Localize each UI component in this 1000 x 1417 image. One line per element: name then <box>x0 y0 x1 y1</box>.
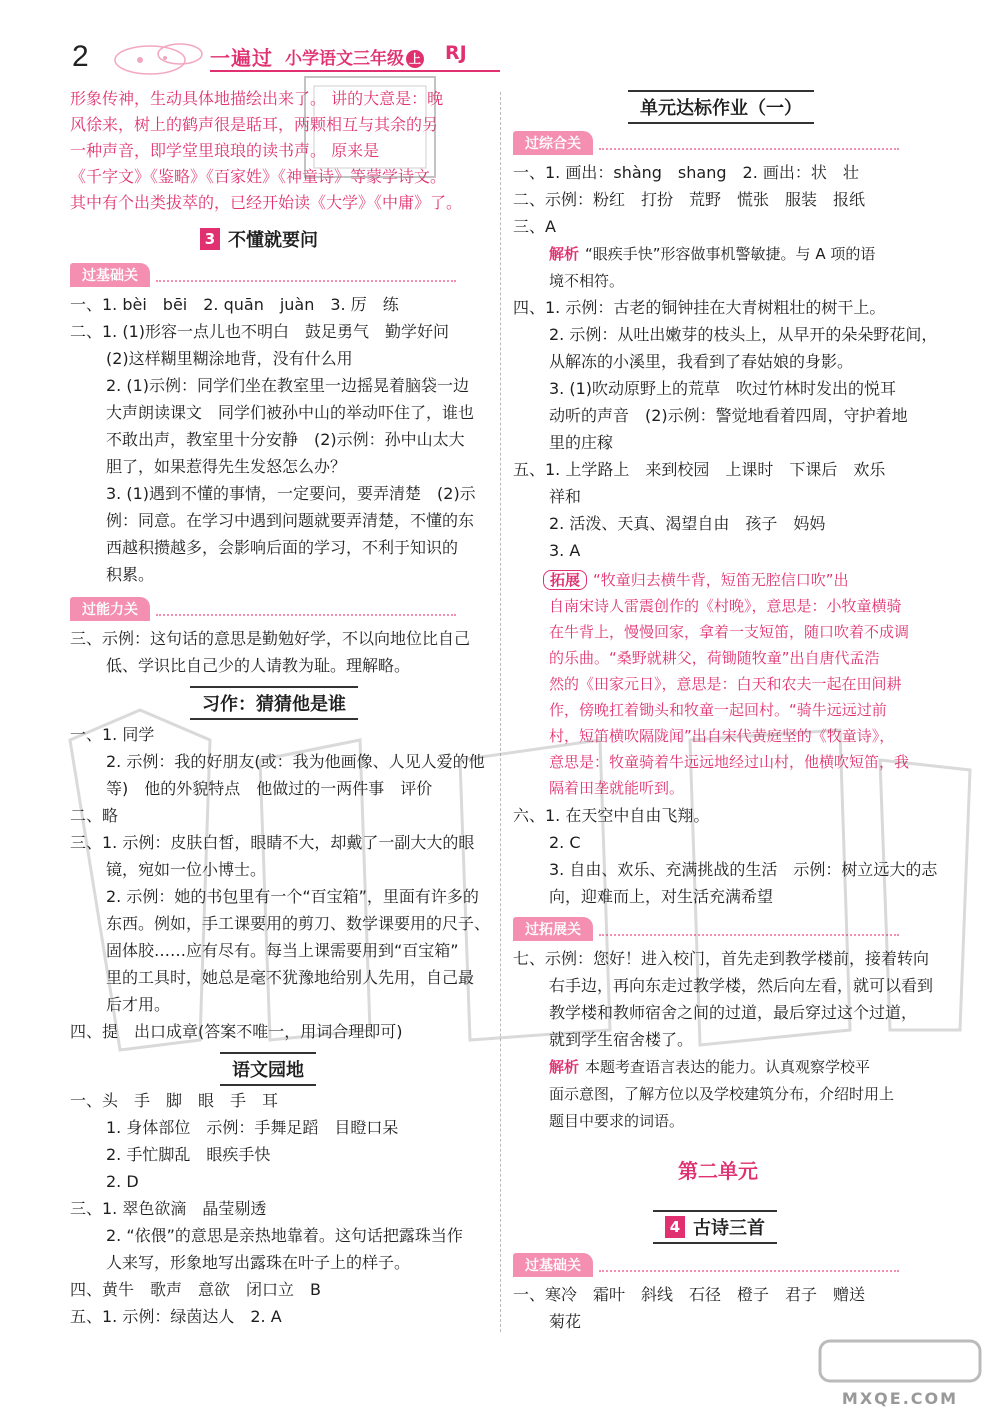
answer-line: 向，迎难而上，对生活充满希望 <box>549 887 774 906</box>
answer-line: 里的工具时，她总是毫不犹豫地给别人先用，自己最 <box>106 968 475 987</box>
answer-line: 二、示例：粉红 打扮 荒野 慌张 服装 报纸 <box>513 190 866 209</box>
site-url: MXQE.COM <box>841 1389 959 1408</box>
answer-line: 六、1. 在天空中自由飞翔。 <box>513 806 710 825</box>
answer-line: 从解冻的小溪里，我看到了春姑娘的身影。 <box>549 352 854 371</box>
answer-line: 一、寒冷 霜叶 斜线 石径 橙子 君子 赠送 <box>513 1285 866 1304</box>
site-watermark-logo <box>810 1335 990 1413</box>
answer-line: 四、提 出口成章(答案不唯一，用词合理即可) <box>70 1022 403 1041</box>
answer-line: 2. D <box>106 1172 139 1191</box>
answer-line: 就到学生宿舍楼了。 <box>549 1030 694 1049</box>
analysis-line: 解析 “眼疾手快”形容做事机警敏捷。与 A 项的语 <box>549 245 876 263</box>
intro-line: 其中有个出类拔萃的，已经开始读《大学》《中庸》了。 <box>70 193 463 212</box>
section-tab: 过拓展关 <box>513 916 899 942</box>
answer-line: 三、1. 翠色欲滴 晶莹剔透 <box>70 1199 267 1218</box>
answer-line: 东西。例如，手工课要用的剪刀、数学课要用的尺子、 <box>106 914 491 933</box>
answer-line: 例：同意。在学习中遇到问题就要弄清楚，不懂的东 <box>106 511 475 530</box>
answer-line: 人来写，形象地写出露珠在叶子上的样子。 <box>106 1253 411 1272</box>
answer-line: 1. 身体部位 示例：手舞足蹈 目瞪口呆 <box>106 1118 399 1137</box>
answer-line: 2. 手忙脚乱 眼疾手快 <box>106 1145 271 1164</box>
section-tab: 过基础关 <box>513 1252 899 1278</box>
answer-line: 七、示例：您好！进入校门，首先走到教学楼前，接着转向 <box>513 949 930 968</box>
answer-line: 后才用。 <box>106 995 171 1014</box>
answer-line: 五、1. 示例：绿茵达人 2. A <box>70 1307 282 1326</box>
answer-line: 四、黄牛 歌声 意欲 闭口立 B <box>70 1280 321 1299</box>
answer-line: 2. 示例：我的好朋友(或：我为他画像、人见人爱的他 <box>106 752 485 771</box>
answer-line: 不敢出声，教室里十分安静 (2)示例：孙中山太大 <box>106 430 465 449</box>
answer-line: 2. 示例：她的书包里有一个“百宝箱”，里面有许多的 <box>106 887 479 906</box>
section-tab: 过基础关 <box>70 262 456 288</box>
answer-line: 3. (1)遇到不懂的事情，一定要问，要弄清楚 (2)示 <box>106 484 476 503</box>
answer-logo-icon <box>810 1335 990 1385</box>
answer-line: 胆了，如果惹得先生发怒怎么办？ <box>106 457 347 476</box>
edition-code: RJ <box>445 42 467 64</box>
answer-line: 一、1. 画出：shàng shang 2. 画出：状 壮 <box>513 163 859 182</box>
page-number: 2 <box>72 40 89 73</box>
answer-line: 三、A <box>513 217 556 236</box>
answer-line: 三、1. 示例：皮肤白皙，眼睛不大，却戴了一副大大的眼 <box>70 833 475 852</box>
answer-line: 2. C <box>549 833 581 852</box>
essay-title: 习作：猜猜他是谁 <box>190 686 358 720</box>
answer-line: 2. (1)示例：同学们坐在教室里一边摇晃着脑袋一边 <box>106 376 470 395</box>
intro-line: 形象传神，生动具体地描绘出来了。 讲的大意是：晚 <box>70 89 444 108</box>
answer-line: 一、1. bèi bēi 2. quān juàn 3. 厉 练 <box>70 295 399 314</box>
intro-line: 风徐来，树上的鹤声很是聒耳，两颗相互与其余的另 <box>70 115 439 134</box>
analysis-line: 题目中要求的词语。 <box>549 1112 685 1130</box>
answer-line: 动听的声音 (2)示例：警觉地看着四周，守护着地 <box>549 406 908 425</box>
analysis-line: 境不相符。 <box>549 272 625 290</box>
answer-line: 积累。 <box>106 565 155 584</box>
subject-grade: 小学语文三年级 上 <box>285 44 424 69</box>
answer-line: 等) 他的外貌特点 他做过的一两件事 评价 <box>106 779 433 798</box>
column-divider <box>500 92 501 1332</box>
answer-line: 五、1. 上学路上 来到校园 上课时 下课后 欢乐 <box>513 460 886 479</box>
answer-line: 一、1. 同学 <box>70 725 155 744</box>
answer-line: 3. A <box>549 541 581 560</box>
unit-two-heading: 第二单元 <box>678 1159 758 1183</box>
unit-work-title: 单元达标作业（一） <box>628 90 814 124</box>
answer-line: 一、头 手 脚 眼 手 耳 <box>70 1091 279 1110</box>
extension-line: 自南宋诗人雷震创作的《村晚》，意思是：小牧童横骑 <box>549 597 902 615</box>
answer-line: 祥和 <box>549 487 582 506</box>
extension-badge: 拓展 <box>543 570 587 590</box>
answer-line: 里的庄稼 <box>549 433 614 452</box>
answer-line: 3. (1)吹动原野上的荒草 吹过竹林时发出的悦耳 <box>549 379 897 398</box>
answer-line: 镜，宛如一位小博士。 <box>106 860 267 879</box>
extension-line: 意思是：牧童骑着牛远远地经过山村，他横吹短笛，我 <box>549 753 910 771</box>
answer-line: 2. “依偎”的意思是亲热地靠着。这句话把露珠当作 <box>106 1226 463 1245</box>
answer-line: 固体胶……应有尽有。每当上课需要用到“百宝箱” <box>106 941 459 960</box>
homework-stamp-icon <box>300 72 440 182</box>
lesson-3-title: 3 不懂就要问 <box>200 224 318 254</box>
answer-line: 2. 活泼、天真、渴望自由 孩子 妈妈 <box>549 514 826 533</box>
lesson-4-title: 4 古诗三首 <box>653 1210 777 1244</box>
extension-line: 拓展 “牧童归去横牛背，短笛无腔信口吹”出 <box>543 567 849 593</box>
answer-line: 二、略 <box>70 806 119 825</box>
answer-line: 四、1. 示例：古老的铜钟挂在大青树粗壮的树干上。 <box>513 298 886 317</box>
section-tab: 过能力关 <box>70 596 456 622</box>
answer-line: 二、1. (1)形容一点儿也不明白 鼓足勇气 勤学好问 <box>70 322 450 341</box>
extension-line: 隔着田垄就能听到。 <box>549 779 685 797</box>
garden-title: 语文园地 <box>220 1052 316 1086</box>
analysis-line: 面示意图，了解方位以及学校建筑分布，介绍时用上 <box>549 1085 895 1103</box>
answer-line: 3. 自由、欢乐、充满挑战的生活 示例：树立远大的志 <box>549 860 938 879</box>
extension-line: 村，短笛横吹隔陇闻”出自宋代黄庭坚的《牧童诗》， <box>549 727 895 745</box>
answer-line: 菊花 <box>549 1312 582 1331</box>
answer-line: 西越积攒越多，会影响后面的学习，不利于知识的 <box>106 538 459 557</box>
answer-line: 教学楼和教师宿舍之间的过道，最后穿过这个过道， <box>549 1003 918 1022</box>
answer-line: 三、示例：这句话的意思是勤勉好学，不以向地位比自己 <box>70 629 471 648</box>
intro-line: 一种声音，即学堂里琅琅的读书声。 原来是 <box>70 141 380 160</box>
extension-line: 作，傍晚扛着锄头和牧童一起回村。“骑牛远远过前 <box>549 701 887 719</box>
extension-line: 在牛背上，慢慢回家，拿着一支短笛，随口吹着不成调 <box>549 623 910 641</box>
brand-logo: 一遍过 <box>210 46 273 70</box>
volume-badge: 上 <box>406 50 424 68</box>
answer-line: 2. 示例：从吐出嫩芽的枝头上，从早开的朵朵野花间， <box>549 325 938 344</box>
answer-line: (2)这样糊里糊涂地背，没有什么用 <box>106 349 353 368</box>
analysis-line: 解析 本题考查语言表达的能力。认真观察学校平 <box>549 1058 871 1076</box>
answer-line: 低、学识比自己少的人请教为耻。理解略。 <box>106 656 411 675</box>
answer-line: 大声朗读课文 同学们被孙中山的举动吓住了，谁也 <box>106 403 475 422</box>
extension-line: 的乐曲。“桑野就耕父，荷锄随牧童”出自唐代孟浩 <box>549 649 880 667</box>
answer-line: 右手边，再向东走过教学楼，然后向左看，就可以看到 <box>549 976 934 995</box>
section-tab: 过综合关 <box>513 130 899 156</box>
intro-line: 《千字文》《鉴略》《百家姓》《神童诗》等蒙学诗文。 <box>70 167 447 186</box>
extension-line: 然的《田家元日》，意思是：白天和农夫一起在田间耕 <box>549 675 902 693</box>
